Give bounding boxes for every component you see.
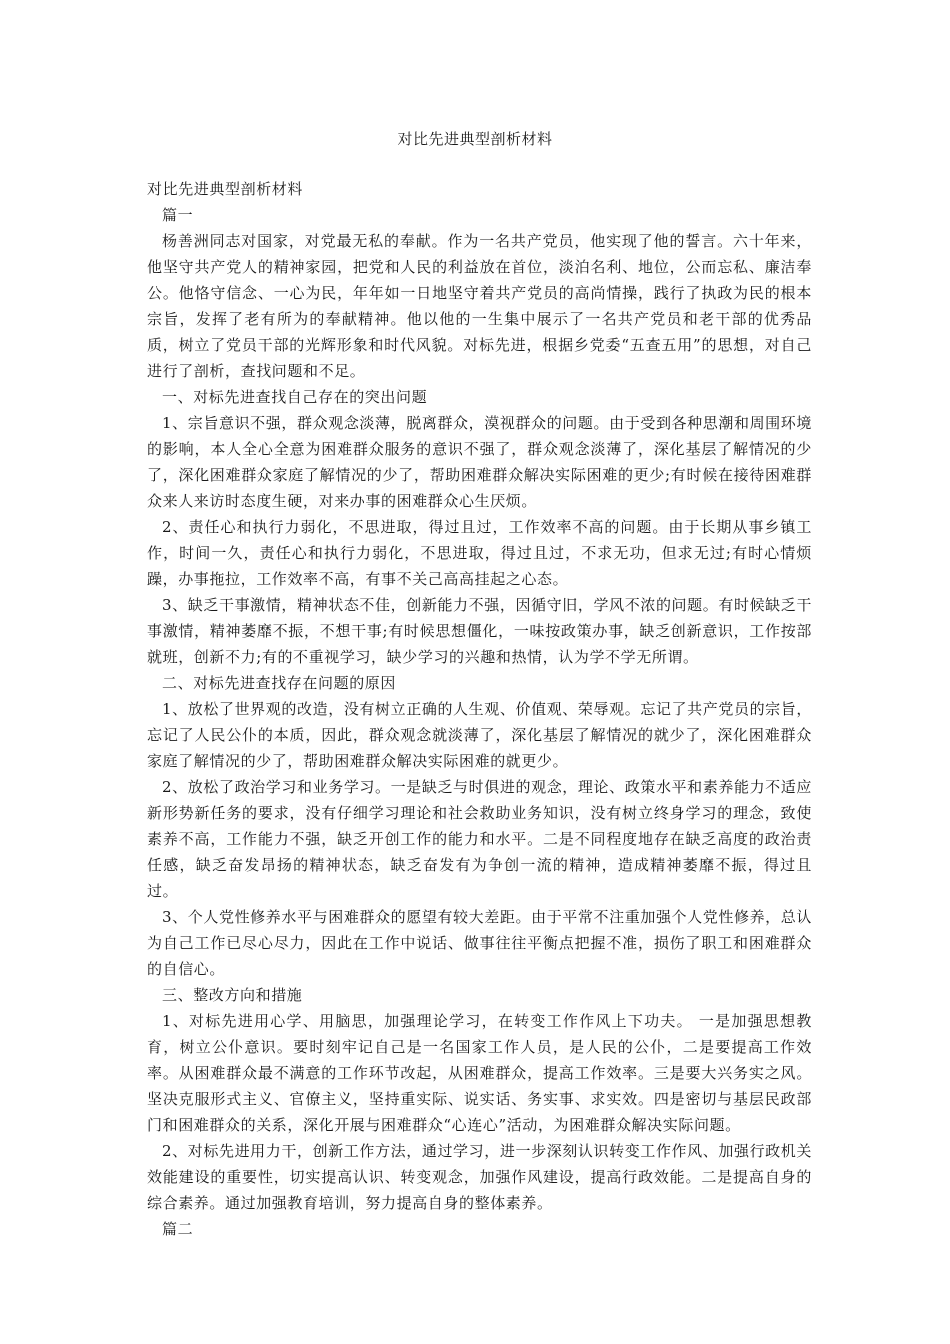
- section-heading-3: 三、整改方向和措施: [162, 986, 303, 1004]
- section-heading-2: 二、对标先进查找存在问题的原因: [162, 674, 397, 692]
- body-paragraph: 2、对标先进用力干，创新工作方法，通过学习，进一步深刻认识转变工作作风、加强行政机关效能建设的重要性，切实提高认识、转变观念，加强作风建设，提高行政效能。二是提高自身的综合素养。通过加强教育培训，努力提高自身的整体素养。: [147, 1142, 812, 1212]
- body-paragraph: 3、缺乏干事激情，精神状态不佳，创新能力不强，因循守旧，学风不浓的问题。有时候缺乏干事激情，精神萎靡不振，不想干事;有时候思想僵化，一味按政策办事，缺乏创新意识，工作按部就班，创新不力;有的不重视学习，缺少学习的兴趣和热情，认为学不学无所谓。: [147, 596, 812, 666]
- intro-paragraph: 杨善洲同志对国家，对党最无私的奉献。作为一名共产党员，他实现了他的誓言。六十年来，他坚守共产党人的精神家园，把党和人民的利益放在首位，淡泊名利、地位，公而忘私、廉洁奉公。他恪守信念、一心为民，年年如一日地坚守着共产党员的高尚情操，践行了执政为民的根本宗旨，发挥了老有所为的奉献精神。他以他的一生集中展示了一名共产党员和老干部的优秀品质，树立了党员干部的光辉形象和时代风貌。对标先进，根据乡党委“五查五用”的思想，对自己进行了剖析，查找问题和不足。: [147, 232, 812, 380]
- body-paragraph: 1、宗旨意识不强，群众观念淡薄，脱离群众，漠视群众的问题。由于受到各种思潮和周围环境的影响，本人全心全意为困难群众服务的意识不强了，群众观念淡薄了，深化基层了解情况的少了，深化困难群众家庭了解情况的少了，帮助困难群众解决实际困难的更少;有时候在接待困难群众来人来访时态度生硬，对来办事的困难群众心生厌烦。: [147, 414, 812, 510]
- section-heading-part-one: 篇一: [162, 206, 194, 224]
- body-paragraph: 1、对标先进用心学、用脑思，加强理论学习，在转变工作作风上下功夫。 一是加强思想教育，树立公仆意识。要时刻牢记自己是一名国家工作人员，是人民的公仆，二是要提高工作效率。从困难群众最不满意的工作环节改起，从困难群众，提高工作效率。三是要大兴务实之风。坚决克服形式主义、官僚主义，坚持重实际、说实话、务实事、求实效。四是密切与基层民政部门和困难群众的关系，深化开展与困难群众“心连心”活动，为困难群众解决实际问题。: [147, 1012, 812, 1134]
- body-paragraph: 2、责任心和执行力弱化，不思进取，得过且过，工作效率不高的问题。由于长期从事乡镇工作，时间一久，责任心和执行力弱化，不思进取，得过且过，不求无功，但求无过;有时心情烦躁，办事拖拉，工作效率不高，有事不关己高高挂起之心态。: [147, 518, 812, 588]
- document-body: [147, 176, 812, 1242]
- body-paragraph: 1、放松了世界观的改造，没有树立正确的人生观、价值观、荣辱观。忘记了共产党员的宗旨，忘记了人民公仆的本质，因此，群众观念就淡薄了，深化基层了解情况的就少了，深化困难群众家庭了解情况的少了，帮助困难群众解决实际困难的就更少。: [147, 700, 812, 770]
- document-subtitle: 对比先进典型剖析材料: [147, 180, 304, 198]
- body-paragraph: 3、个人党性修养水平与困难群众的愿望有较大差距。由于平常不注重加强个人党性修养，总认为自己工作已尽心尽力，因此在工作中说话、做事往往平衡点把握不准，损伤了职工和困难群众的自信心。: [147, 908, 812, 978]
- document-title: 对比先进典型剖析材料: [397, 130, 553, 148]
- section-heading-part-two: 篇二: [162, 1220, 194, 1238]
- section-heading-1: 一、对标先进查找自己存在的突出问题: [162, 388, 428, 406]
- body-paragraph: 2、放松了政治学习和业务学习。一是缺乏与时俱进的观念，理论、政策水平和素养能力不适应新形势新任务的要求，没有仔细学习理论和社会救助业务知识，没有树立终身学习的理念，致使素养不高，工作能力不强，缺乏开创工作的能力和水平。二是不同程度地存在缺乏高度的政治责任感，缺乏奋发昂扬的精神状态，缺乏奋发有为争创一流的精神，造成精神萎靡不振，得过且过。: [147, 778, 812, 900]
